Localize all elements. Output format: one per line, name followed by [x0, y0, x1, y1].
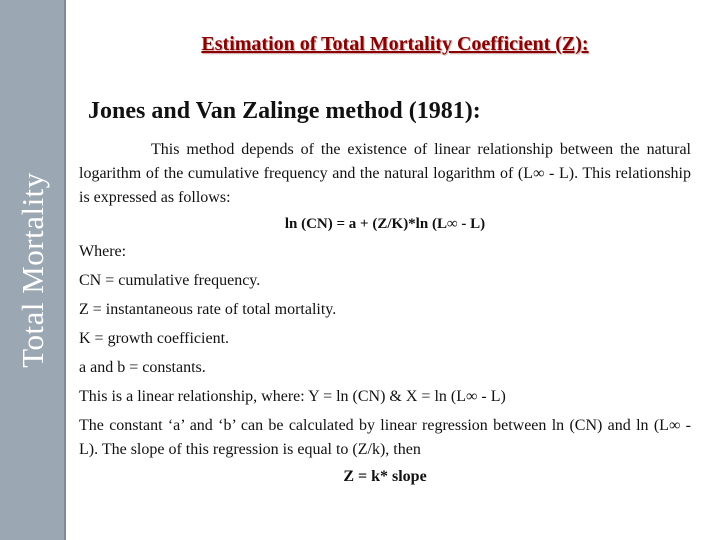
- slide-subtitle: Jones and Van Zalinge method (1981):: [88, 98, 481, 124]
- definition-line: a and b = constants.: [79, 359, 206, 376]
- regression-paragraph: The constant ‘a’ and ‘b’ can be calculated by linear regression between ln (CN) and ln (L∞ - L). The slope of this regression is equal to (Z/k), then: [79, 417, 691, 458]
- definition-line: K = growth coefficient.: [79, 330, 230, 347]
- equation: ln (CN) = a + (Z/K)*ln (L∞ - L): [284, 216, 486, 232]
- where-label: Where:: [79, 243, 127, 260]
- intro-paragraph: This method depends of the existence of linear relationship between the natural logarithm of the cumulative frequency and the natural logarithm of (L∞ - L). This relationship is expressed as follows:: [79, 141, 691, 206]
- final-equation: Z = k* slope: [343, 468, 427, 485]
- sidebar-label: Total Mortality: [15, 172, 50, 368]
- sidebar-band: [0, 0, 66, 540]
- slide-title: Estimation of Total Mortality Coefficient (Z):: [201, 33, 589, 55]
- definition-line: Z = instantaneous rate of total mortality.: [79, 301, 337, 318]
- slide-body: [79, 138, 691, 489]
- definition-line: CN = cumulative frequency.: [79, 272, 261, 289]
- definition-line: This is a linear relationship, where: Y = ln (CN) & X = ln (L∞ - L): [79, 388, 506, 405]
